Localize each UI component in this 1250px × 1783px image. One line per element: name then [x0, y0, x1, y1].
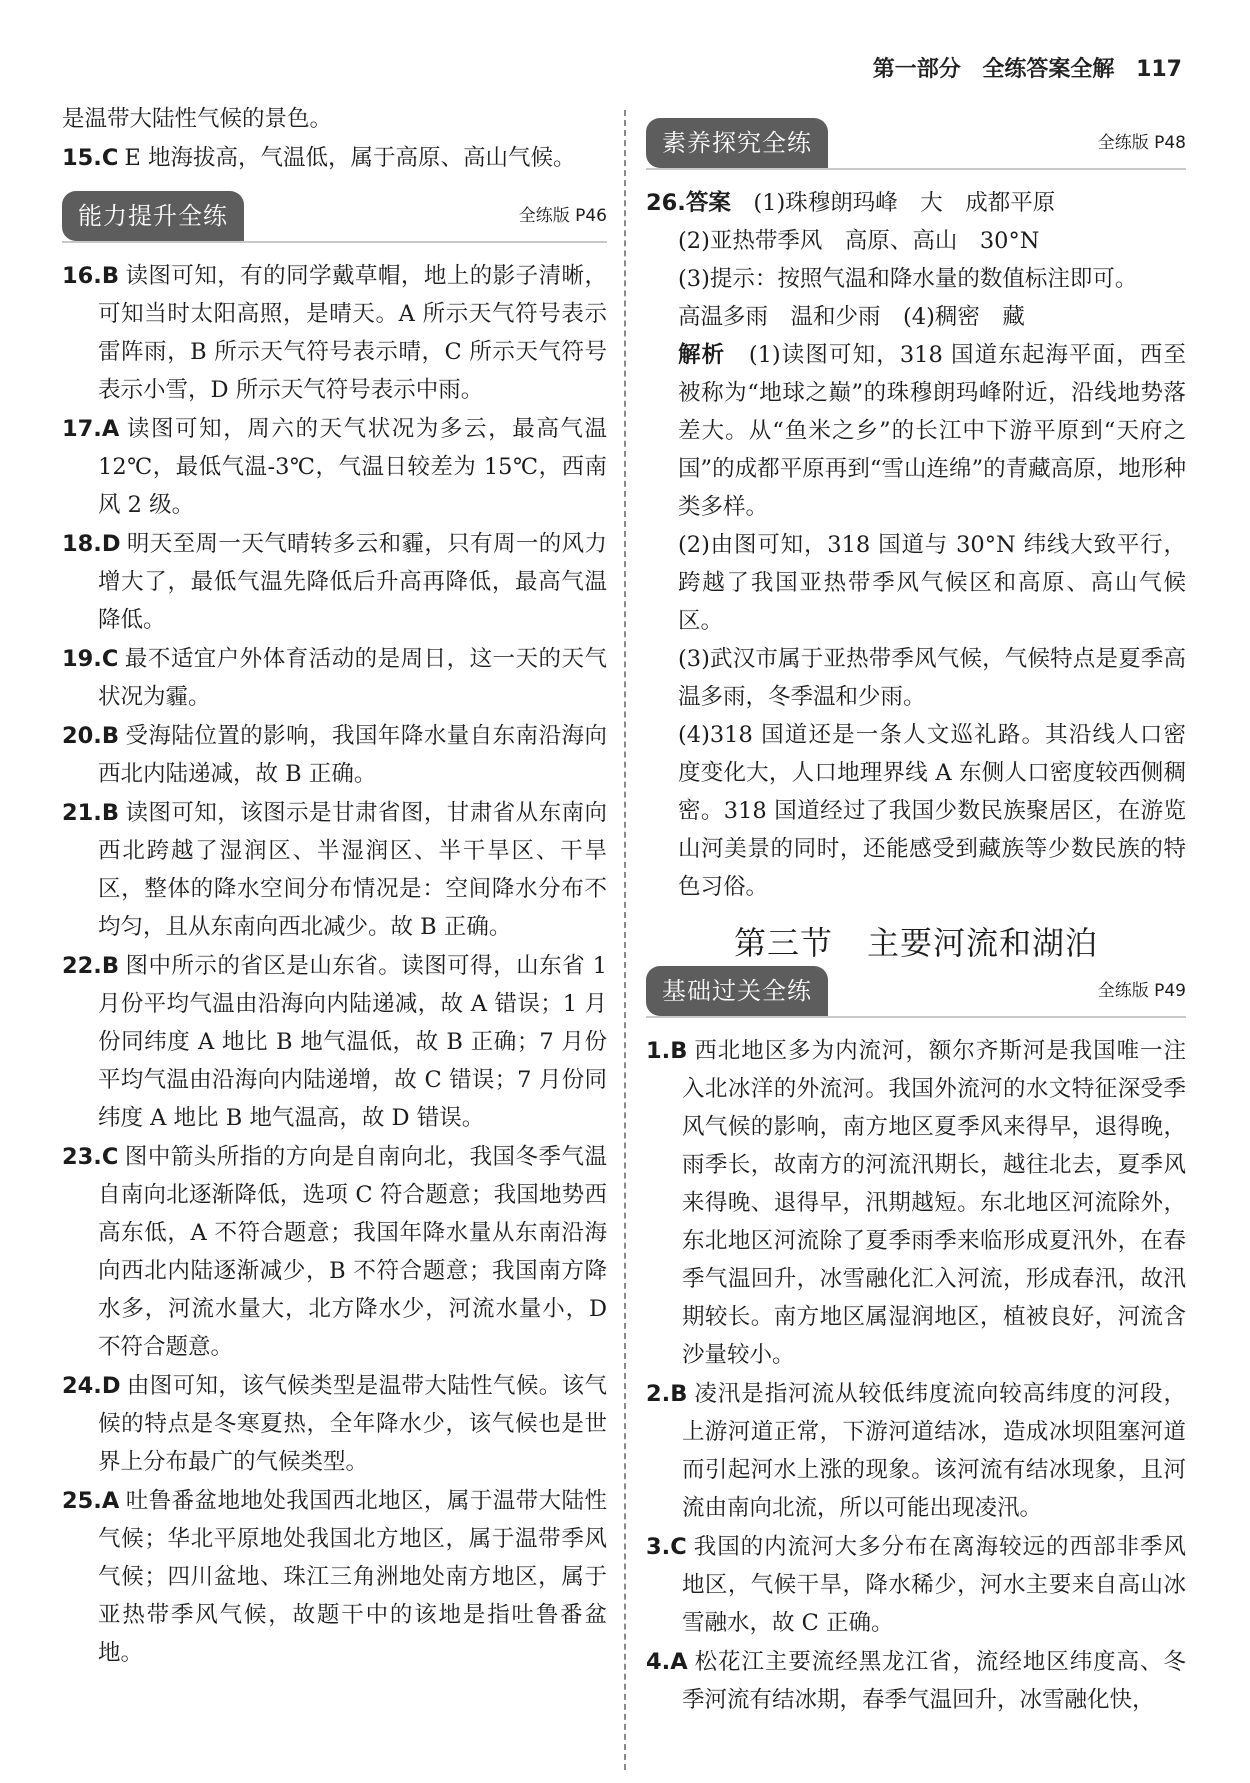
answer-text: 读图可知，有的同学戴草帽，地上的影子清晰，可知当时太阳高照，是晴天。A 所示天气符号表示雷阵雨，B 所示天气符号表示晴，C 所示天气符号表示小雪，D 所示天气符号表示中雨。	[98, 263, 607, 403]
analysis-text: (1)读图可知，318 国道东起海平面，西至被称为“地球之巅”的珠穆朗玛峰附近，沿线地势落差大。从“鱼米之乡”的长江中下游平原到“天府之国”的成都平原再到“雪山连绵”的青藏高原，地形种类多样。	[678, 342, 1186, 520]
answer-number: 2.B	[646, 1381, 688, 1407]
answer-item	[62, 947, 607, 1137]
answer-number: 23.C	[62, 1144, 119, 1170]
analysis-line: (2)由图可知，318 国道与 30°N 纬线大致平行，跨越了我国亚热带季风气候区和高原、高山气候区。	[678, 532, 1186, 634]
answer-text: 读图可知，周六的天气状况为多云，最高气温 12℃，最低气温-3℃，气温日较差为 15℃，西南风 2 级。	[98, 416, 607, 518]
analysis-label: 解析	[678, 342, 726, 368]
answer-line: (3)提示：按照气温和降水量的数值标注即可。	[678, 266, 1138, 292]
section-header	[646, 970, 1186, 1018]
answer-text: 明天至周一天气晴转多云和霾，只有周一的风力增大了，最低气温先降低后升高再降低，最高气温降低。	[98, 531, 607, 633]
chapter-number: 第三节	[733, 924, 833, 962]
section-header	[62, 195, 607, 243]
answer-text: 由图可知，该气候类型是温带大陆性气候。该气候的特点是冬寒夏热，全年降水少，该气候也是世界上分布最广的气候类型。	[98, 1373, 607, 1475]
answer-text: 我国的内流河大多分布在离海较远的西部非季风地区，气候干旱，降水稀少，河水主要来自高山冰雪融水，故 C 正确。	[682, 1534, 1186, 1636]
answer-number: 17.A	[62, 416, 120, 442]
answer-number: 15.C	[62, 145, 119, 171]
answer-item	[62, 410, 607, 524]
answer-item	[62, 717, 607, 793]
answer-number: 25.A	[62, 1488, 120, 1514]
header-part: 第一部分	[872, 57, 961, 82]
answer-number: 18.D	[62, 531, 121, 557]
page-header	[859, 52, 1182, 83]
answer-item	[62, 525, 607, 639]
answer-number: 20.B	[62, 723, 120, 749]
answer-text: (1)珠穆朗玛峰 大 成都平原	[753, 190, 1056, 216]
answer-text: 受海陆位置的影响，我国年降水量自东南沿海向西北内陆递减，故 B 正确。	[98, 723, 607, 787]
answer-item	[62, 794, 607, 946]
answer-item	[62, 640, 607, 716]
answer-item	[646, 1528, 1186, 1642]
answer-text: 图中所示的省区是山东省。读图可得，山东省 1 月份平均气温由沿海向内陆递减，故 A 错误；1 月份同纬度 A 地比 B 地气温低，故 B 正确；7 月份平均气温由沿海向内陆递增，故 C 错误；7 月份同纬度 A 地比 B 地气温高，故 D 错误。	[98, 953, 607, 1131]
section-header	[646, 122, 1186, 170]
answer-item	[62, 1367, 607, 1481]
page-number: 117	[1136, 57, 1182, 82]
answer-item	[646, 1643, 1186, 1719]
analysis-line: (4)318 国道还是一条人文巡礼路。其沿线人口密度变化大，人口地理界线 A 东侧人口密度较西侧稠密。318 国道经过了我国少数民族聚居区，在游览山河美景的同时，还能感受到藏族等少数民族的特色习俗。	[678, 722, 1186, 900]
section-ref: 全练版 P46	[518, 206, 607, 226]
answer-text: 图中箭头所指的方向是自南向北，我国冬季气温自南向北逐渐降低，选项 C 符合题意；我国地势西高东低，A 不符合题意；我国年降水量从东南沿海向西北内陆逐渐减少，B 不符合题意；我国南方降水多，河流水量大，北方降水少，河流水量小，D 不符合题意。	[98, 1144, 607, 1360]
section-label: 基础过关全练	[646, 966, 828, 1016]
answer-item	[62, 139, 607, 177]
answer-item	[62, 257, 607, 409]
right-column	[646, 100, 1186, 1720]
answer-number: 16.B	[62, 263, 120, 289]
answer-text: E 地海拔高，气温低，属于高原、高山气候。	[124, 145, 576, 171]
answer-number: 1.B	[646, 1038, 688, 1064]
left-column	[62, 100, 607, 1673]
chapter-name: 主要河流和湖泊	[867, 924, 1099, 962]
answer-text: 凌汛是指河流从较低纬度流向较高纬度的河段，上游河道正常，下游河道结冰，造成冰坝阻塞河道而引起河水上涨的现象。该河流有结冰现象，且河流由南向北流，所以可能出现凌汛。	[682, 1381, 1186, 1521]
answer-item	[646, 1032, 1186, 1374]
intro-line: 是温带大陆性气候的景色。	[62, 106, 333, 132]
answer-line: (2)亚热带季风 高原、高山 30°N	[678, 228, 1040, 254]
answer-26	[646, 184, 1186, 906]
answer-number: 3.C	[646, 1534, 687, 1560]
column-divider	[624, 110, 626, 1770]
analysis-line	[678, 336, 1186, 526]
answer-text: 读图可知，该图示是甘肃省图，甘肃省从东南向西北跨越了湿润区、半湿润区、半干旱区、干旱区，整体的降水空间分布情况是：空间降水分布不均匀，且从东南向西北减少。故 B 正确。	[98, 800, 607, 940]
section-label: 素养探究全练	[646, 118, 828, 168]
answer-text: 西北地区多为内流河，额尔齐斯河是我国唯一注入北冰洋的外流河。我国外流河的水文特征深受季风气候的影响，南方地区夏季风来得早，退得晚，雨季长，故南方的河流汛期长，越往北去，夏季风来得晚、退得早，汛期越短。东北地区河流除外，东北地区河流除了夏季雨季来临形成夏汛外，在春季气温回升，冰雪融化汇入河流，形成春汛，故汛期较长。南方地区属湿润地区，植被良好，河流含沙量较小。	[682, 1038, 1186, 1368]
answer-number: 22.B	[62, 953, 120, 979]
answer-number: 24.D	[62, 1373, 121, 1399]
answer-number: 4.A	[646, 1649, 688, 1675]
answer-text: 最不适宜户外体育活动的是周日，这一天的天气状况为霾。	[98, 646, 607, 710]
header-title: 全练答案全解	[982, 57, 1115, 82]
answer-number: 21.B	[62, 800, 120, 826]
answer-item	[62, 1482, 607, 1672]
answer-number: 19.C	[62, 646, 119, 672]
answer-text: 松花江主要流经黑龙江省，流经地区纬度高、冬季河流有结冰期，春季气温回升，冰雪融化快，	[682, 1649, 1186, 1713]
chapter-title	[646, 924, 1186, 962]
analysis-line: (3)武汉市属于亚热带季风气候，气候特点是夏季高温多雨，冬季温和少雨。	[678, 646, 1186, 710]
answer-line: 高温多雨 温和少雨 (4)稠密 藏	[678, 304, 1025, 330]
section-ref: 全练版 P48	[1097, 133, 1186, 153]
answer-text: 吐鲁番盆地地处我国西北地区，属于温带大陆性气候；华北平原地处我国北方地区，属于温带季风气候；四川盆地、珠江三角洲地处南方地区，属于亚热带季风气候，故题干中的该地是指吐鲁番盆地。	[98, 1488, 607, 1666]
section-label: 能力提升全练	[62, 191, 244, 241]
section-ref: 全练版 P49	[1097, 981, 1186, 1001]
answer-item	[646, 1375, 1186, 1527]
answer-line	[646, 184, 1186, 222]
answer-number: 26.答案	[646, 190, 731, 216]
answer-item	[62, 1138, 607, 1366]
